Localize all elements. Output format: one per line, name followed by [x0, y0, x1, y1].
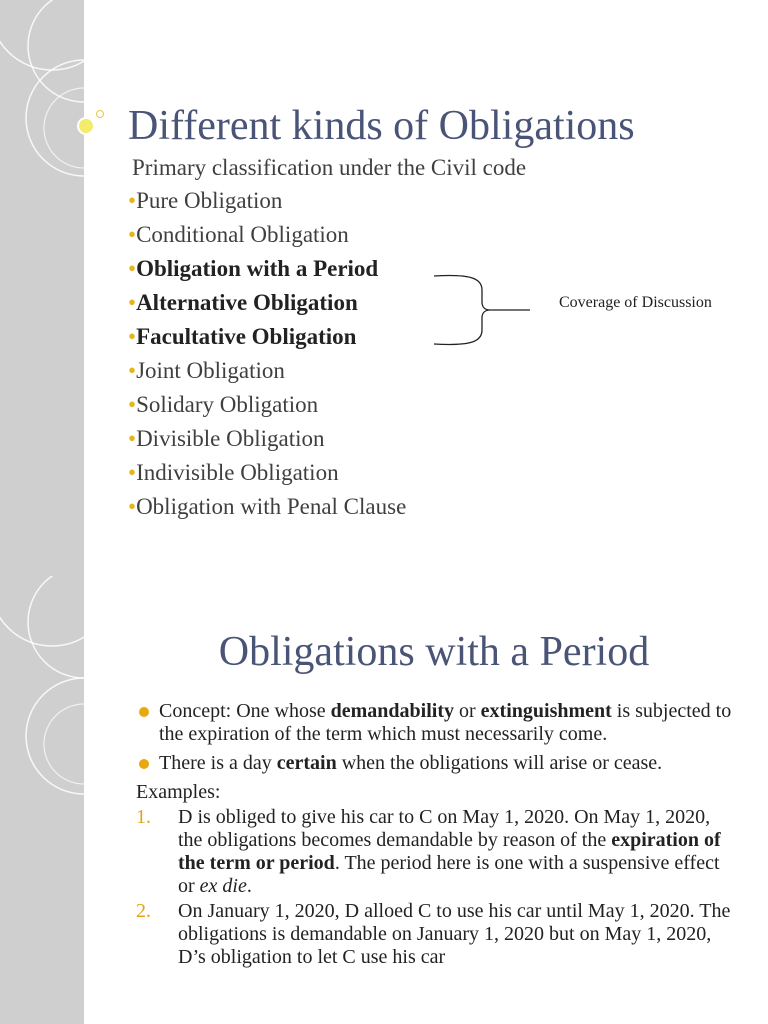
classification-item: [128, 456, 528, 490]
classification-item-label: Divisible Obligation: [136, 426, 325, 451]
slide-2-title: Obligations with a Period: [218, 629, 650, 675]
classification-item-label: Joint Obligation: [136, 358, 285, 383]
concept-bullet: Concept: One whose demandability or extinguishment is subjected to the expiration of the term which must necessarily come.: [136, 700, 736, 746]
decorative-circles: [0, 0, 84, 576]
brace-label: Coverage of Discussion: [559, 294, 712, 311]
classification-item: [128, 388, 528, 422]
classification-subtitle: Primary classification under the Civil code: [132, 155, 527, 180]
classification-items: [128, 184, 528, 524]
bullet-dot-icon: [139, 707, 149, 717]
classification-item-label: Indivisible Obligation: [136, 460, 339, 485]
day-certain-bullet: There is a day certain when the obligations will arise or cease.: [136, 752, 736, 775]
classification-item: [128, 422, 528, 456]
bullet-icon: •: [128, 324, 137, 349]
bullet-icon: •: [128, 392, 137, 417]
classification-item-label: Solidary Obligation: [136, 392, 319, 417]
bullet-icon: •: [128, 426, 137, 451]
slide-1-sidebar: [0, 0, 84, 576]
examples-label: Examples:: [136, 781, 221, 803]
classification-item-label: Pure Obligation: [136, 188, 283, 213]
bullet-icon: •: [128, 256, 137, 281]
classification-item-label: Obligation with a Period: [136, 256, 379, 281]
slide-2: [0, 576, 768, 1024]
accent-bubble-icon: [70, 106, 110, 146]
slide-1-title: Different kinds of Obligations: [128, 103, 635, 149]
bullet-icon: •: [128, 460, 137, 485]
classification-item: [128, 184, 528, 218]
classification-item-label: Alternative Obligation: [136, 290, 358, 315]
classification-item: [128, 218, 528, 252]
classification-item-label: Conditional Obligation: [136, 222, 349, 247]
example-item: 1. D is obliged to give his car to C on May 1, 2020. On May 1, 2020, the obligations becomes demandable by reason of the expiration of the term or period. The period here is one with a suspensive effect or ex die.: [136, 806, 721, 897]
curly-brace-icon: [430, 268, 540, 352]
example-item: 2. On January 1, 2020, D alloed C to use his car until May 1, 2020. The obligations is demandable on January 1, 2020 but on May 1, 2020, D’s obligation to let C use his car: [136, 900, 731, 968]
bullet-icon: •: [128, 188, 137, 213]
classification-item: [128, 354, 528, 388]
bullet-icon: •: [128, 222, 137, 247]
bullet-icon: •: [128, 494, 137, 519]
bullet-icon: •: [128, 358, 137, 383]
period-content: [136, 700, 736, 969]
classification-item-label: Obligation with Penal Clause: [136, 494, 407, 519]
bullet-icon: •: [128, 290, 137, 315]
classification-item-label: Facultative Obligation: [136, 324, 357, 349]
classification-item: [128, 490, 528, 524]
bullet-dot-icon: [139, 759, 149, 769]
